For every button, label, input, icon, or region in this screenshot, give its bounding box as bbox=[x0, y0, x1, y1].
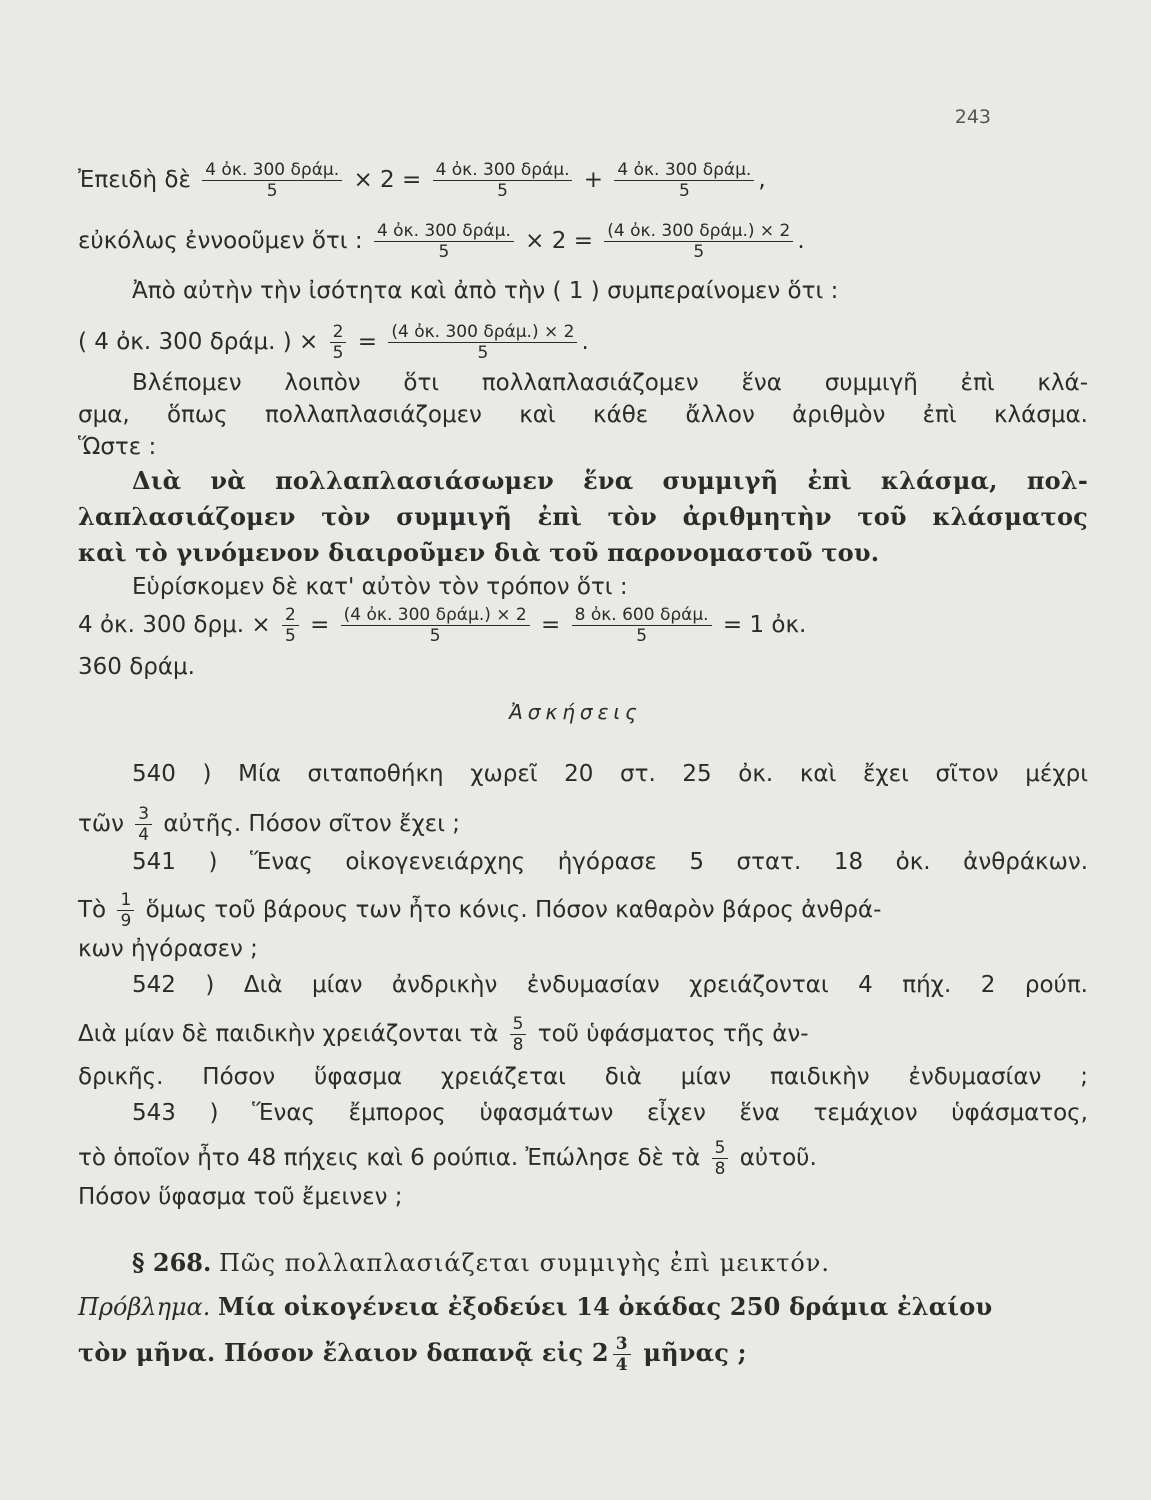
problem-line-2 bbox=[78, 1334, 1088, 1375]
punct: . bbox=[581, 329, 589, 355]
text-line: Πόσον ὕφασμα τοῦ ἔμεινεν ; bbox=[78, 1184, 403, 1210]
fraction: $\frac{2}{5}$ bbox=[282, 605, 299, 646]
operator: × bbox=[251, 612, 271, 638]
text-line: δρικῆς. Πόσον ὕφασμα χρειάζεται διὰ μίαν παιδικὴν ἐνδυμασίαν ; bbox=[78, 1064, 1088, 1090]
rule-line: Διὰ νὰ πολλαπλασιάσωμεν ἕνα συμμιγῆ ἐπὶ κλάσμα, πολ- bbox=[132, 466, 1088, 495]
fraction: $\frac{\text{4 ὀκ. 300 δράμ.}}{5}$ bbox=[433, 160, 573, 201]
fraction: $\frac{\text{(4 ὀκ. 300 δράμ.) × 2}}{5}$ bbox=[604, 221, 793, 262]
operator: = bbox=[541, 612, 561, 638]
text: Διὰ μίαν δὲ παιδικὴν χρειάζονται τὰ bbox=[78, 1021, 499, 1047]
exercise-541-cont bbox=[78, 890, 1088, 931]
text-line: Ὥστε : bbox=[78, 434, 157, 460]
section-268-heading bbox=[132, 1246, 1088, 1280]
exercise-541: 541 ) Ἕνας οἰκογενειάρχης ἠγόρασε 5 στατ. 18 ὀκ. ἀνθράκων. bbox=[132, 849, 1088, 875]
text: αὐτῆς. Πόσον σῖτον ἔχει ; bbox=[163, 811, 461, 837]
text-line: Ἀπὸ αὐτὴν τὴν ἰσότητα καὶ ἀπὸ τὴν ( 1 ) συμπεραίνομεν ὅτι : bbox=[132, 278, 839, 304]
text-line: σμα, ὅπως πολλαπλασιάζομεν καὶ κάθε ἄλλον ἀριθμὸν ἐπὶ κλάσμα. bbox=[78, 402, 1088, 428]
fraction: $\frac{\text{(4 ὀκ. 300 δράμ.) × 2}}{5}$ bbox=[388, 322, 577, 363]
fraction: $\frac{2}{5}$ bbox=[330, 322, 347, 363]
fraction: $\frac{1}{9}$ bbox=[117, 890, 134, 931]
operator: × 2 = bbox=[353, 167, 422, 193]
text: ( 4 ὀκ. 300 δράμ. ) × bbox=[78, 329, 319, 355]
exercise-540: 540 ) Μία σιταποθήκη χωρεῖ 20 στ. 25 ὀκ. καὶ ἔχει σῖτον μέχρι bbox=[132, 761, 1088, 787]
operator: = bbox=[310, 612, 330, 638]
page-number: 243 bbox=[954, 106, 991, 128]
text: εὐκόλως ἐννοοῦμεν ὅτι : bbox=[78, 228, 363, 254]
fraction: $\frac{\text{4 ὀκ. 300 δράμ.}}{5}$ bbox=[202, 160, 342, 201]
text: τὸ ὁποῖον ἦτο 48 πήχεις καὶ 6 ρούπια. Ἐπώλησε δὲ τὰ bbox=[78, 1145, 701, 1171]
equation-line-9 bbox=[78, 605, 1088, 646]
text: ὅμως τοῦ βάρους των ἦτο κόνις. Πόσον καθαρὸν βάρος ἀνθρά- bbox=[145, 897, 882, 923]
section-number: § 268. bbox=[132, 1248, 212, 1277]
fraction: $\frac{3}{4}$ bbox=[613, 1334, 631, 1375]
text-line: 360 δράμ. bbox=[78, 654, 195, 680]
text: τοῦ ὑφάσματος τῆς ἀν- bbox=[537, 1021, 809, 1047]
operator: = bbox=[357, 329, 378, 355]
text: αὐτοῦ. bbox=[739, 1145, 817, 1171]
operator: + bbox=[583, 167, 604, 193]
equation-line-4 bbox=[78, 322, 1088, 363]
text: = 1 ὀκ. bbox=[722, 612, 807, 638]
text: Τὸ bbox=[78, 897, 107, 923]
exercise-542: 542 ) Διὰ μίαν ἀνδρικὴν ἐνδυμασίαν χρειάζονται 4 πήχ. 2 ρούπ. bbox=[132, 972, 1088, 998]
exercise-543: 543 ) Ἕνας ἔμπορος ὑφασμάτων εἶχεν ἕνα τεμάχιον ὑφάσματος, bbox=[132, 1100, 1088, 1126]
text-line: Βλέπομεν λοιπὸν ὅτι πολλαπλασιάζομεν ἕνα συμμιγῆ ἐπὶ κλά- bbox=[132, 370, 1088, 396]
fraction: $\frac{5}{8}$ bbox=[712, 1138, 729, 1179]
fraction: $\frac{5}{8}$ bbox=[510, 1014, 527, 1055]
exercise-540-cont bbox=[78, 804, 1088, 845]
text: μῆνας ; bbox=[643, 1338, 747, 1367]
punct: , bbox=[758, 167, 766, 193]
exercise-543-cont bbox=[78, 1138, 1088, 1179]
text: 4 ὀκ. 300 δρμ. bbox=[78, 612, 245, 638]
equation-line-2 bbox=[78, 221, 1088, 262]
rule-line: καὶ τὸ γινόμενον διαιροῦμεν διὰ τοῦ παρονομαστοῦ του. bbox=[78, 538, 880, 567]
fraction: $\frac{\text{8 ὀκ. 600 δράμ.}}{5}$ bbox=[572, 605, 712, 646]
problem-line-1 bbox=[78, 1290, 1088, 1324]
exercises-heading: Ἀσκήσεις bbox=[509, 700, 642, 724]
text: τὸν μῆνα. Πόσον ἔλαιον δαπανᾷ εἰς 2 bbox=[78, 1338, 609, 1367]
equation-line-1 bbox=[78, 160, 1088, 201]
fraction: $\frac{\text{4 ὀκ. 300 δράμ.}}{5}$ bbox=[614, 160, 754, 201]
fraction: $\frac{\text{(4 ὀκ. 300 δράμ.) × 2}}{5}$ bbox=[341, 605, 530, 646]
fraction: $\frac{\text{4 ὀκ. 300 δράμ.}}{5}$ bbox=[374, 221, 514, 262]
text: τῶν bbox=[78, 811, 124, 837]
exercise-542-cont bbox=[78, 1014, 1088, 1055]
text-line: κων ἠγόρασεν ; bbox=[78, 936, 258, 962]
text-line: Εὑρίσκομεν δὲ κατ' αὐτὸν τὸν τρόπον ὅτι : bbox=[132, 574, 628, 600]
fraction: $\frac{3}{4}$ bbox=[135, 804, 152, 845]
problem-text: Μία οἰκογένεια ἐξοδεύει 14 ὀκάδας 250 δράμια ἐλαίου bbox=[218, 1292, 993, 1321]
rule-line: λαπλασιάζομεν τὸν συμμιγῆ ἐπὶ τὸν ἀριθμητὴν τοῦ κλάσματος bbox=[78, 502, 1088, 531]
operator: × 2 = bbox=[525, 228, 593, 254]
section-title: Πῶς πολλαπλασιάζεται συμμιγὴς ἐπὶ μεικτόν. bbox=[219, 1249, 831, 1277]
punct: . bbox=[797, 228, 805, 254]
text: Ἐπειδὴ δὲ bbox=[78, 167, 191, 193]
problem-label: Πρόβλημα. bbox=[78, 1293, 211, 1321]
